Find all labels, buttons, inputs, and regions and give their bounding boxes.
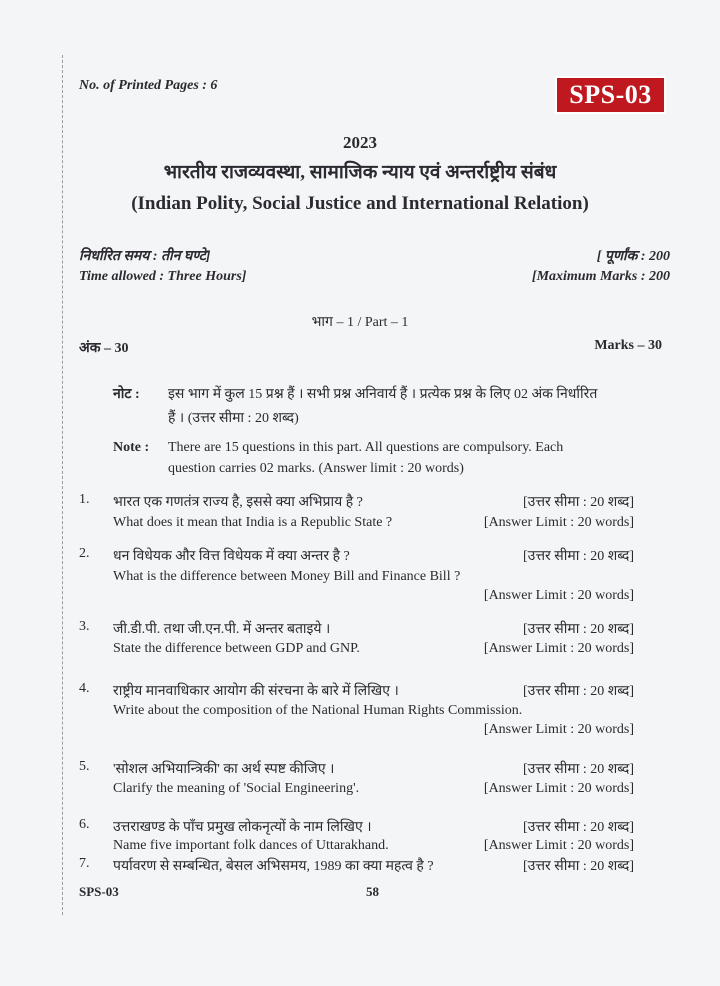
printed-pages: No. of Printed Pages : 6 — [79, 78, 218, 93]
question-number: 7. — [79, 856, 90, 871]
limit-hindi: [उत्तर सीमा : 20 शब्द] — [523, 820, 634, 835]
note-text-english-2: question carries 02 marks. (Answer limit : 20 words) — [168, 461, 464, 476]
question-english: Clarify the meaning of 'Social Engineering'. — [113, 781, 360, 796]
question-number: 5. — [79, 759, 90, 774]
marks-english: [Maximum Marks : 200 — [531, 269, 670, 284]
note-text-hindi-1: इस भाग में कुल 15 प्रश्न हैं । सभी प्रश्न अनिवार्य हैं । प्रत्येक प्रश्न के लिए 02 अंक निर्धारित — [168, 387, 598, 402]
exam-year: 2023 — [343, 133, 377, 152]
part-marks-english: Marks – 30 — [594, 338, 662, 353]
question-english: Write about the composition of the National Human Rights Commission. — [113, 703, 523, 718]
question-english: What does it mean that India is a Republic State ? — [113, 515, 393, 530]
limit-english: [Answer Limit : 20 words] — [483, 838, 634, 853]
question-number: 4. — [79, 681, 90, 696]
time-hindi: निर्धारित समय : तीन घण्टे] — [79, 249, 211, 264]
question-english: State the difference between GDP and GNP. — [113, 641, 360, 656]
part-marks-hindi: अंक – 30 — [79, 341, 129, 356]
question-number: 2. — [79, 546, 90, 561]
footer-code: SPS-03 — [79, 884, 119, 899]
cut-line — [62, 55, 63, 915]
question-hindi: जी.डी.पी. तथा जी.एन.पी. में अन्तर बताइये । — [113, 622, 331, 637]
question-hindi: उत्तराखण्ड के पाँच प्रमुख लोकनृत्यों के नाम लिखिए । — [113, 820, 372, 835]
limit-english: [Answer Limit : 20 words] — [483, 515, 634, 530]
question-english: What is the difference between Money Bill and Finance Bill ? — [113, 569, 461, 584]
paper-code-badge: SPS-03 — [555, 76, 666, 114]
question-english: Name five important folk dances of Uttarakhand. — [113, 838, 389, 853]
limit-english: [Answer Limit : 20 words] — [483, 781, 634, 796]
limit-hindi: [उत्तर सीमा : 20 शब्द] — [523, 622, 634, 637]
limit-hindi: [उत्तर सीमा : 20 शब्द] — [523, 859, 634, 874]
note-text-hindi-2: हैं । (उत्तर सीमा : 20 शब्द) — [168, 411, 299, 426]
marks-hindi: [ पूर्णांक : 200 — [596, 249, 670, 264]
question-number: 6. — [79, 817, 90, 832]
limit-hindi: [उत्तर सीमा : 20 शब्द] — [523, 549, 634, 564]
limit-english: [Answer Limit : 20 words] — [483, 588, 634, 603]
limit-hindi: [उत्तर सीमा : 20 शब्द] — [523, 495, 634, 510]
question-hindi: 'सोशल अभियान्त्रिकी' का अर्थ स्पष्ट कीजिए । — [113, 762, 335, 777]
title-hindi: भारतीय राजव्यवस्था, सामाजिक न्याय एवं अन्तर्राष्ट्रीय संबंध — [163, 162, 557, 183]
limit-english: [Answer Limit : 20 words] — [483, 641, 634, 656]
note-label-english: Note : — [113, 440, 150, 455]
limit-hindi: [उत्तर सीमा : 20 शब्द] — [523, 684, 634, 699]
page-number: 58 — [366, 884, 379, 899]
limit-english: [Answer Limit : 20 words] — [483, 722, 634, 737]
note-label-hindi: नोट : — [113, 387, 140, 402]
question-hindi: भारत एक गणतंत्र राज्य है, इससे क्या अभिप्राय है ? — [113, 495, 363, 510]
title-english: (Indian Polity, Social Justice and International Relation) — [131, 193, 589, 214]
part-title: भाग – 1 / Part – 1 — [311, 315, 409, 330]
question-hindi: राष्ट्रीय मानवाधिकार आयोग की संरचना के बारे में लिखिए । — [113, 684, 399, 699]
note-text-english-1: There are 15 questions in this part. All questions are compulsory. Each — [168, 440, 564, 455]
question-number: 3. — [79, 619, 90, 634]
question-hindi: धन विधेयक और वित्त विधेयक में क्या अन्तर है ? — [113, 549, 350, 564]
question-number: 1. — [79, 492, 90, 507]
limit-hindi: [उत्तर सीमा : 20 शब्द] — [523, 762, 634, 777]
time-english: Time allowed : Three Hours] — [79, 269, 247, 284]
question-hindi: पर्यावरण से सम्बन्धित, बेसल अभिसमय, 1989 का क्या महत्व है ? — [113, 859, 434, 874]
